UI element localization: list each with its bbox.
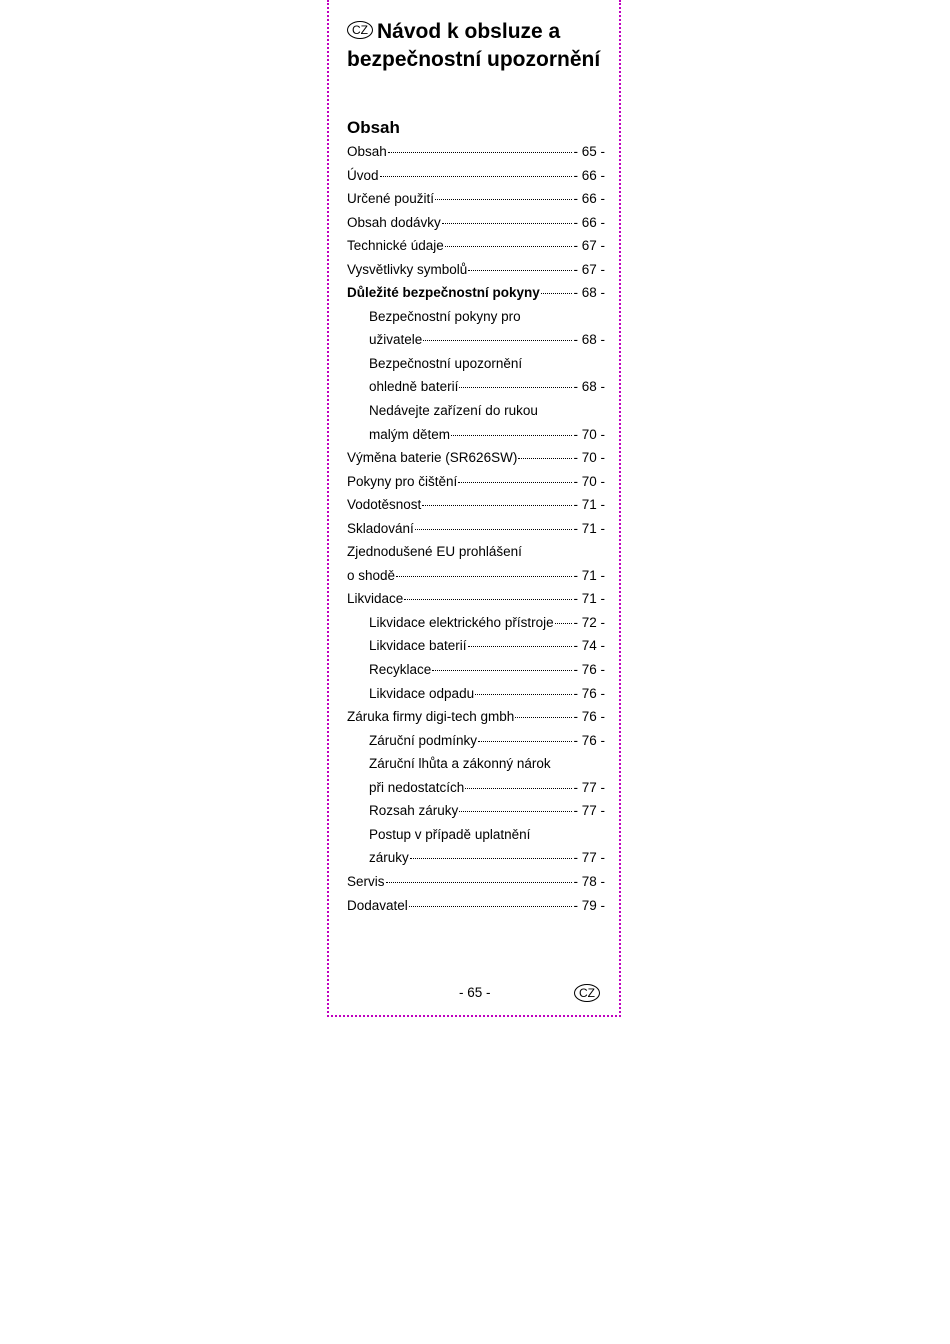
toc-entry-label: Pokyny pro čištění: [347, 473, 458, 489]
toc-entry-page: - 65 -: [573, 144, 605, 159]
toc-leader-dots: [410, 858, 573, 859]
toc-entry: [347, 850, 605, 874]
page-number: - 65 -: [459, 985, 491, 1000]
toc-leader-dots: [435, 199, 572, 200]
toc-entry-label: Likvidace baterií: [369, 638, 467, 654]
toc-entry-page: - 77 -: [573, 779, 605, 795]
toc-entry: [347, 191, 605, 215]
toc-entry-label: Úvod: [347, 167, 379, 183]
toc-entry: [347, 756, 605, 780]
toc-entry-label: Dodavatel: [347, 897, 408, 913]
toc-leader-dots: [423, 340, 572, 341]
toc-entry-label: malým dětem: [369, 426, 451, 442]
toc-entry: [347, 686, 605, 710]
toc-entry-label: Určené použití: [347, 191, 435, 207]
toc-entry: [347, 379, 605, 403]
toc-entry-page: - 68 -: [573, 379, 605, 395]
toc-entry: [347, 709, 605, 733]
toc-entry: [347, 662, 605, 686]
toc-leader-dots: [422, 505, 572, 506]
toc-entry: [347, 427, 605, 451]
toc-leader-dots: [541, 293, 573, 294]
toc-entry-label: Likvidace elektrického přístroje: [369, 614, 554, 630]
toc-leader-dots: [409, 906, 573, 907]
toc-entry-label: Nedávejte zařízení do rukou: [369, 403, 538, 419]
toc-entry-label: Bezpečnostní upozornění: [369, 355, 523, 371]
toc-entry: [347, 803, 605, 827]
toc-entry-label: Likvidace: [347, 591, 404, 607]
toc-entry-page: - 72 -: [573, 614, 605, 630]
toc-entry-page: - 76 -: [573, 709, 605, 725]
toc-heading: Obsah: [347, 118, 400, 137]
toc-entry-page: - 67 -: [573, 238, 605, 254]
toc-entry-page: - 66 -: [573, 191, 605, 207]
toc-entry-page: - 67 -: [573, 261, 605, 277]
toc-entry: [347, 591, 605, 615]
toc-entry-page: - 77 -: [573, 803, 605, 819]
footer-country-badge-cz: CZ: [574, 984, 600, 1002]
toc-entry: [347, 309, 605, 333]
toc-entry-page: - 76 -: [573, 685, 605, 701]
toc-entry-page: - 66 -: [573, 214, 605, 230]
toc-entry-page: - 70 -: [573, 426, 605, 442]
toc-leader-dots: [478, 741, 572, 742]
toc-entry: [347, 238, 605, 262]
toc-leader-dots: [396, 576, 572, 577]
toc-entry-label: Výměna baterie (SR626SW): [347, 450, 518, 466]
toc-leader-dots: [432, 670, 572, 671]
toc-entry: [347, 827, 605, 851]
toc-entry-page: - 68 -: [573, 332, 605, 348]
toc-entry-page: - 66 -: [573, 167, 605, 183]
toc-entry-label: Vodotěsnost: [347, 497, 422, 513]
toc-entry: [347, 733, 605, 757]
toc-entry-page: - 78 -: [573, 873, 605, 889]
toc-entry-label: uživatele: [369, 332, 423, 348]
toc-leader-dots: [555, 623, 573, 624]
toc-entry-label: Záruka firmy digi-tech gmbh: [347, 709, 515, 725]
toc-entry-page: - 74 -: [573, 638, 605, 654]
toc-entry-label: Servis: [347, 873, 385, 889]
toc-leader-dots: [415, 529, 573, 530]
toc-entry: [347, 474, 605, 498]
toc-entry: [347, 521, 605, 545]
toc-entry: [347, 544, 605, 568]
toc-leader-dots: [451, 435, 572, 436]
toc-entry-label: Bezpečnostní pokyny pro: [369, 308, 521, 324]
toc-leader-dots: [515, 717, 572, 718]
toc-entry-page: - 68 -: [573, 285, 605, 301]
toc-entry-page: - 76 -: [573, 732, 605, 748]
toc-entry-page: - 71 -: [573, 520, 605, 536]
toc-leader-dots: [468, 270, 572, 271]
toc-leader-dots: [465, 788, 572, 789]
toc-entry: [347, 497, 605, 521]
toc-entry: [347, 168, 605, 192]
toc-entry: [347, 332, 605, 356]
toc-entry-label: Rozsah záruky: [369, 803, 459, 819]
toc-entry-page: - 77 -: [573, 850, 605, 866]
toc-entry-label: záruky: [369, 850, 409, 866]
manual-page: [327, 0, 621, 1017]
toc-leader-dots: [459, 387, 572, 388]
toc-entry-label: Obsah dodávky: [347, 214, 441, 230]
toc-leader-dots: [388, 152, 573, 153]
toc-entry-label: o shodě: [347, 567, 396, 583]
toc-entry-page: - 71 -: [573, 567, 605, 583]
toc-leader-dots: [458, 482, 572, 483]
toc-entry: [347, 215, 605, 239]
toc-entry: [347, 780, 605, 804]
toc-leader-dots: [380, 176, 573, 177]
toc-entry: [347, 285, 605, 309]
toc-entry: [347, 568, 605, 592]
toc-entry-page: - 79 -: [573, 897, 605, 913]
country-badge-cz: CZ: [347, 21, 373, 39]
toc-entry: [347, 615, 605, 639]
toc-leader-dots: [445, 246, 573, 247]
toc-entry-label: Postup v případě uplatnění: [369, 826, 531, 842]
toc-leader-dots: [386, 882, 573, 883]
toc-leader-dots: [518, 458, 572, 459]
toc-entry: [347, 403, 605, 427]
toc-entry: [347, 450, 605, 474]
toc-entry: [347, 144, 605, 168]
toc-entry-label: Vysvětlivky symbolů: [347, 261, 468, 277]
toc-leader-dots: [459, 811, 572, 812]
toc-entry: [347, 638, 605, 662]
toc-entry-page: - 70 -: [573, 450, 605, 466]
page-title: [347, 18, 609, 74]
toc-entry-page: - 71 -: [573, 497, 605, 513]
toc-entry: [347, 874, 605, 898]
toc-entry-label: Záruční lhůta a zákonný nárok: [369, 756, 551, 772]
toc-entry-label: Záruční podmínky: [369, 732, 478, 748]
toc-entry-label: Obsah: [347, 144, 387, 159]
toc-entry-page: - 71 -: [573, 591, 605, 607]
toc-entry: [347, 262, 605, 286]
toc-entry-label: Důležité bezpečnostní pokyny: [347, 285, 540, 301]
toc-leader-dots: [475, 694, 572, 695]
toc-entry-label: Likvidace odpadu: [369, 685, 475, 701]
table-of-contents: [347, 144, 605, 921]
toc-entry-label: při nedostatcích: [369, 779, 465, 795]
toc-entry-label: Zjednodušené EU prohlášení: [347, 544, 522, 560]
toc-entry-page: - 70 -: [573, 473, 605, 489]
toc-entry-label: Skladování: [347, 520, 414, 536]
toc-entry-label: ohledně baterií: [369, 379, 459, 395]
toc-leader-dots: [468, 646, 573, 647]
title-text: Návod k obsluze a bezpečnostní upozornění: [347, 20, 601, 71]
toc-leader-dots: [404, 599, 572, 600]
toc-entry: [347, 356, 605, 380]
toc-entry-page: - 76 -: [573, 662, 605, 678]
toc-entry-label: Recyklace: [369, 662, 432, 678]
toc-leader-dots: [442, 223, 573, 224]
toc-entry-label: Technické údaje: [347, 238, 444, 254]
toc-entry: [347, 898, 605, 922]
